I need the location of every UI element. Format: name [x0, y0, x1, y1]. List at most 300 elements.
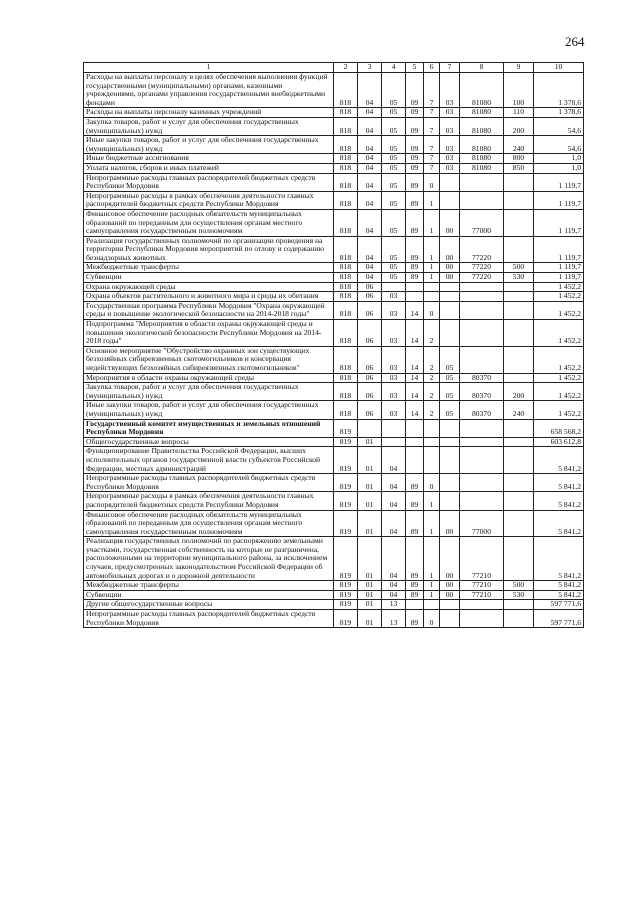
- row-code: 110: [504, 108, 534, 118]
- row-amount: 1 452,2: [534, 301, 584, 319]
- row-code: 00: [440, 581, 460, 591]
- row-code: 2: [424, 383, 440, 401]
- row-name: Мероприятия в области охраны окружающей среды: [84, 373, 334, 383]
- row-name: Другие общегосударственные вопросы: [84, 600, 334, 610]
- row-code: 819: [334, 581, 358, 591]
- row-code: 01: [358, 610, 382, 628]
- row-code: 04: [358, 209, 382, 236]
- row-amount: 1 119,7: [534, 191, 584, 209]
- row-code: 818: [334, 209, 358, 236]
- row-code: 06: [358, 383, 382, 401]
- row-code: 819: [334, 419, 358, 437]
- row-code: 89: [406, 191, 424, 209]
- row-code: 05: [440, 373, 460, 383]
- row-code: 06: [358, 301, 382, 319]
- row-code: 04: [382, 537, 406, 581]
- row-code: 89: [406, 610, 424, 628]
- row-code: 818: [334, 273, 358, 283]
- row-amount: 658 568,2: [534, 419, 584, 437]
- row-code: 240: [504, 401, 534, 419]
- row-code: 89: [406, 236, 424, 263]
- row-code: 03: [440, 136, 460, 154]
- row-code: 818: [334, 320, 358, 347]
- row-code: 04: [382, 474, 406, 492]
- row-code: 80370: [460, 373, 504, 383]
- row-code: 818: [334, 236, 358, 263]
- table-row: [84, 537, 584, 581]
- row-code: 04: [382, 492, 406, 510]
- row-amount: 1,0: [534, 154, 584, 164]
- table-row: [84, 346, 584, 373]
- row-name: Непрограммные расходы главных распорядителей бюджетных средств Республики Мордовия: [84, 474, 334, 492]
- row-name: Межбюджетные трансферты: [84, 581, 334, 591]
- table-row: [84, 117, 584, 135]
- budget-table: [83, 62, 584, 628]
- row-code: 2: [424, 401, 440, 419]
- row-code: [460, 419, 504, 437]
- row-code: 77210: [460, 537, 504, 581]
- row-code: [424, 419, 440, 437]
- row-code: [504, 474, 534, 492]
- row-code: [504, 447, 534, 474]
- row-code: [460, 320, 504, 347]
- row-code: 81080: [460, 163, 504, 173]
- row-code: 818: [334, 373, 358, 383]
- row-code: 89: [406, 590, 424, 600]
- row-code: 05: [382, 73, 406, 108]
- row-code: 06: [358, 292, 382, 302]
- row-code: 0: [424, 474, 440, 492]
- row-code: [424, 437, 440, 447]
- row-code: [406, 419, 424, 437]
- row-code: 06: [358, 320, 382, 347]
- row-code: 89: [406, 273, 424, 283]
- row-code: 03: [382, 346, 406, 373]
- row-code: 1: [424, 273, 440, 283]
- row-code: [406, 437, 424, 447]
- row-code: [440, 610, 460, 628]
- row-amount: 5 841,2: [534, 581, 584, 591]
- row-code: 01: [358, 590, 382, 600]
- column-header: 3: [358, 63, 382, 73]
- row-code: 06: [358, 373, 382, 383]
- table-row: [84, 301, 584, 319]
- row-code: 00: [440, 273, 460, 283]
- row-code: [382, 282, 406, 292]
- row-code: 04: [358, 73, 382, 108]
- row-code: [424, 292, 440, 302]
- column-header: 4: [382, 63, 406, 73]
- row-name: Финансовое обеспечение расходных обязательств муниципальных образований по переданным для осуществления органам местного самоуправления государственным полномочиям: [84, 209, 334, 236]
- row-code: 81080: [460, 154, 504, 164]
- row-code: 04: [382, 510, 406, 537]
- row-code: 04: [358, 136, 382, 154]
- row-code: 530: [504, 273, 534, 283]
- row-code: [460, 346, 504, 373]
- row-code: 2: [424, 373, 440, 383]
- row-code: 77000: [460, 209, 504, 236]
- row-code: 81080: [460, 73, 504, 108]
- row-code: 819: [334, 447, 358, 474]
- row-code: 04: [358, 236, 382, 263]
- row-amount: 1 119,7: [534, 173, 584, 191]
- row-code: [424, 282, 440, 292]
- row-code: 81080: [460, 108, 504, 118]
- row-code: 1: [424, 537, 440, 581]
- row-amount: 603 612,8: [534, 437, 584, 447]
- row-code: 89: [406, 510, 424, 537]
- row-code: 00: [440, 590, 460, 600]
- row-code: [504, 292, 534, 302]
- table-row: [84, 492, 584, 510]
- row-code: 06: [358, 282, 382, 292]
- row-code: 89: [406, 581, 424, 591]
- row-name: Непрограммные расходы в рамках обеспечения деятельности главных распорядителей бюджетных средств Республики Мордовия: [84, 492, 334, 510]
- row-amount: 597 771,6: [534, 610, 584, 628]
- row-code: [406, 292, 424, 302]
- row-code: 818: [334, 117, 358, 135]
- row-code: 06: [358, 346, 382, 373]
- row-code: 14: [406, 301, 424, 319]
- row-code: 500: [504, 581, 534, 591]
- row-name: Финансовое обеспечение расходных обязательств муниципальных образований по переданным для осуществления органам местного самоуправления государственным полномочиям: [84, 510, 334, 537]
- row-code: 04: [358, 273, 382, 283]
- row-code: 819: [334, 610, 358, 628]
- row-code: [460, 474, 504, 492]
- row-code: 7: [424, 136, 440, 154]
- row-code: 818: [334, 282, 358, 292]
- row-code: 1: [424, 191, 440, 209]
- table-row: [84, 419, 584, 437]
- row-code: 00: [440, 209, 460, 236]
- row-code: 05: [382, 173, 406, 191]
- row-code: 819: [334, 537, 358, 581]
- row-code: [440, 282, 460, 292]
- row-code: 89: [406, 209, 424, 236]
- row-code: [440, 600, 460, 610]
- row-code: [440, 419, 460, 437]
- row-amount: 5 841,2: [534, 492, 584, 510]
- row-code: 819: [334, 600, 358, 610]
- row-code: 03: [382, 320, 406, 347]
- row-amount: 1 452,2: [534, 373, 584, 383]
- row-code: 03: [440, 108, 460, 118]
- row-code: 03: [382, 373, 406, 383]
- row-code: 05: [382, 263, 406, 273]
- table-row: [84, 610, 584, 628]
- row-code: 818: [334, 108, 358, 118]
- row-code: 05: [382, 273, 406, 283]
- row-code: 77000: [460, 510, 504, 537]
- row-code: 01: [358, 600, 382, 610]
- row-code: [504, 437, 534, 447]
- row-code: [504, 173, 534, 191]
- table-row: [84, 191, 584, 209]
- column-header: 8: [460, 63, 504, 73]
- row-name: Межбюджетные трансферты: [84, 263, 334, 273]
- table-row: [84, 273, 584, 283]
- table-row: [84, 136, 584, 154]
- row-code: [504, 492, 534, 510]
- row-code: [504, 600, 534, 610]
- row-amount: 1 378,6: [534, 108, 584, 118]
- row-code: 04: [358, 263, 382, 273]
- row-code: 818: [334, 263, 358, 273]
- row-code: [424, 447, 440, 474]
- row-code: 04: [382, 590, 406, 600]
- page-number: 264: [565, 34, 585, 49]
- row-amount: 1 119,7: [534, 263, 584, 273]
- table-row: [84, 401, 584, 419]
- column-header: 1: [84, 63, 334, 73]
- row-name: Уплата налогов, сборов и иных платежей: [84, 163, 334, 173]
- row-amount: 1 452,2: [534, 401, 584, 419]
- row-code: 05: [440, 383, 460, 401]
- row-code: 04: [358, 173, 382, 191]
- row-amount: 1 378,6: [534, 73, 584, 108]
- table-row: [84, 173, 584, 191]
- row-code: 06: [358, 401, 382, 419]
- row-code: 13: [382, 610, 406, 628]
- table-row: [84, 510, 584, 537]
- table-row: [84, 581, 584, 591]
- row-code: 14: [406, 346, 424, 373]
- row-code: [460, 282, 504, 292]
- row-code: [406, 282, 424, 292]
- row-name: Субвенции: [84, 273, 334, 283]
- table-row: [84, 163, 584, 173]
- row-code: 05: [382, 209, 406, 236]
- row-code: 0: [424, 301, 440, 319]
- row-code: 09: [406, 117, 424, 135]
- row-code: [504, 419, 534, 437]
- row-name: Функционирование Правительства Российской Федерации, высших исполнительных органов государственной власти субъектов Российской Федерации, местных администраций: [84, 447, 334, 474]
- row-code: [504, 236, 534, 263]
- row-code: 01: [358, 537, 382, 581]
- row-code: 0: [424, 610, 440, 628]
- row-code: 1: [424, 209, 440, 236]
- row-code: 1: [424, 236, 440, 263]
- row-code: [460, 301, 504, 319]
- row-code: 04: [358, 154, 382, 164]
- row-code: 77210: [460, 581, 504, 591]
- row-code: 09: [406, 108, 424, 118]
- row-code: 1: [424, 590, 440, 600]
- table-row: [84, 383, 584, 401]
- table-row: [84, 373, 584, 383]
- row-code: 7: [424, 163, 440, 173]
- row-amount: 1 452,2: [534, 383, 584, 401]
- row-name: Иные закупки товаров, работ и услуг для обеспечения государственных (муниципальных) нужд: [84, 136, 334, 154]
- row-code: [504, 209, 534, 236]
- table-row: [84, 154, 584, 164]
- row-name: Реализация государственных полномочий по организации проведения на территории Республики Мордовия мероприятий по отлову и содержанию безнадзорных животных: [84, 236, 334, 263]
- row-code: 13: [382, 600, 406, 610]
- row-code: 818: [334, 73, 358, 108]
- row-code: 09: [406, 73, 424, 108]
- row-name: Реализация государственных полномочий по распоряжению земельными участками, государственная собственность на которые не разграничена, расположенными на территории муниципального района, за исключением случаев, предусмотренных законодательством Российской Федерации об автомобильных дорогах и о дорожной деятельности: [84, 537, 334, 581]
- row-code: 14: [406, 401, 424, 419]
- row-code: [382, 437, 406, 447]
- row-code: 03: [382, 383, 406, 401]
- row-code: 09: [406, 163, 424, 173]
- row-amount: 5 841,2: [534, 590, 584, 600]
- row-code: 818: [334, 136, 358, 154]
- row-code: 1: [424, 510, 440, 537]
- row-name: Закупка товаров, работ и услуг для обеспечения государственных (муниципальных) нужд: [84, 117, 334, 135]
- row-code: 818: [334, 163, 358, 173]
- row-code: 800: [504, 154, 534, 164]
- row-code: 01: [358, 581, 382, 591]
- row-code: 1: [424, 263, 440, 273]
- row-code: 05: [382, 154, 406, 164]
- row-name: Расходы на выплаты персоналу казенных учреждений: [84, 108, 334, 118]
- row-code: 04: [382, 581, 406, 591]
- row-code: 100: [504, 73, 534, 108]
- row-amount: 1 119,7: [534, 209, 584, 236]
- row-code: 240: [504, 136, 534, 154]
- row-amount: 5 841,2: [534, 474, 584, 492]
- row-code: 818: [334, 301, 358, 319]
- row-code: 818: [334, 401, 358, 419]
- row-code: 818: [334, 346, 358, 373]
- row-code: 00: [440, 236, 460, 263]
- row-amount: 5 841,2: [534, 510, 584, 537]
- row-code: 7: [424, 108, 440, 118]
- row-code: 89: [406, 492, 424, 510]
- row-code: 03: [440, 117, 460, 135]
- row-code: [504, 282, 534, 292]
- table-row: [84, 320, 584, 347]
- row-code: 89: [406, 173, 424, 191]
- row-code: [440, 173, 460, 191]
- row-code: [440, 447, 460, 474]
- row-code: 01: [358, 510, 382, 537]
- row-code: 2: [424, 320, 440, 347]
- row-amount: 5 841,2: [534, 537, 584, 581]
- row-name: Непрограммные расходы в рамках обеспечения деятельности главных распорядителей бюджетных средств Республики Мордовия: [84, 191, 334, 209]
- column-header: 9: [504, 63, 534, 73]
- row-code: 00: [440, 510, 460, 537]
- row-code: 818: [334, 154, 358, 164]
- row-code: [504, 320, 534, 347]
- table-header-row: [84, 63, 584, 73]
- row-code: 818: [334, 173, 358, 191]
- row-code: [504, 301, 534, 319]
- table-row: [84, 447, 584, 474]
- row-code: 850: [504, 163, 534, 173]
- row-amount: 1 119,7: [534, 273, 584, 283]
- row-code: [460, 610, 504, 628]
- table-row: [84, 282, 584, 292]
- row-code: 05: [382, 191, 406, 209]
- row-code: [460, 447, 504, 474]
- row-code: [440, 301, 460, 319]
- row-name: Непрограммные расходы главных распорядителей бюджетных средств Республики Мордовия: [84, 173, 334, 191]
- row-code: 80370: [460, 401, 504, 419]
- row-code: [440, 292, 460, 302]
- row-code: [504, 346, 534, 373]
- row-code: [440, 492, 460, 510]
- row-code: [440, 437, 460, 447]
- row-name: Закупка товаров, работ и услуг для обеспечения государственных (муниципальных) нужд: [84, 383, 334, 401]
- row-code: [358, 419, 382, 437]
- row-code: 819: [334, 510, 358, 537]
- column-header: 10: [534, 63, 584, 73]
- table-body: [84, 73, 584, 628]
- row-code: 03: [382, 401, 406, 419]
- row-code: 818: [334, 383, 358, 401]
- row-code: 77210: [460, 590, 504, 600]
- row-code: 01: [358, 492, 382, 510]
- table-row: [84, 209, 584, 236]
- row-code: [440, 191, 460, 209]
- row-code: 05: [440, 401, 460, 419]
- row-code: 89: [406, 537, 424, 581]
- row-amount: 1 452,2: [534, 346, 584, 373]
- row-code: [424, 600, 440, 610]
- row-amount: 597 771,6: [534, 600, 584, 610]
- row-code: 0: [424, 173, 440, 191]
- row-code: 03: [382, 301, 406, 319]
- row-code: 819: [334, 437, 358, 447]
- row-code: 00: [440, 537, 460, 581]
- row-code: 01: [358, 474, 382, 492]
- column-header: 5: [406, 63, 424, 73]
- row-code: 04: [358, 117, 382, 135]
- row-code: 7: [424, 117, 440, 135]
- row-code: 05: [382, 117, 406, 135]
- row-name: Иные бюджетные ассигнования: [84, 154, 334, 164]
- row-code: 819: [334, 474, 358, 492]
- table-row: [84, 590, 584, 600]
- row-code: [460, 173, 504, 191]
- row-code: [504, 537, 534, 581]
- row-name: Расходы на выплаты персоналу в целях обеспечения выполнения функций государственными (муниципальными) органами, казенными учреждениями, органами управления государственными внебюджетными фондами: [84, 73, 334, 108]
- row-code: 81080: [460, 136, 504, 154]
- row-code: 819: [334, 590, 358, 600]
- row-amount: 1 452,2: [534, 282, 584, 292]
- row-code: [460, 600, 504, 610]
- row-code: 05: [382, 108, 406, 118]
- row-amount: 54,6: [534, 136, 584, 154]
- row-amount: 1 452,2: [534, 292, 584, 302]
- row-code: 7: [424, 154, 440, 164]
- row-amount: 54,6: [534, 117, 584, 135]
- row-code: [460, 492, 504, 510]
- row-name: Государственный комитет имущественных и земельных отношений Республики Мордовия: [84, 419, 334, 437]
- row-code: 09: [406, 154, 424, 164]
- row-code: 818: [334, 191, 358, 209]
- row-code: 200: [504, 383, 534, 401]
- row-code: 89: [406, 263, 424, 273]
- row-code: 1: [424, 581, 440, 591]
- row-code: 04: [358, 108, 382, 118]
- row-code: 1: [424, 492, 440, 510]
- row-code: [440, 320, 460, 347]
- row-code: 04: [382, 447, 406, 474]
- row-code: 200: [504, 117, 534, 135]
- row-code: 05: [440, 346, 460, 373]
- row-code: 14: [406, 373, 424, 383]
- table-row: [84, 108, 584, 118]
- row-code: [460, 191, 504, 209]
- row-name: Субвенции: [84, 590, 334, 600]
- table-row: [84, 292, 584, 302]
- table-row: [84, 600, 584, 610]
- row-code: 77220: [460, 273, 504, 283]
- row-code: 77220: [460, 236, 504, 263]
